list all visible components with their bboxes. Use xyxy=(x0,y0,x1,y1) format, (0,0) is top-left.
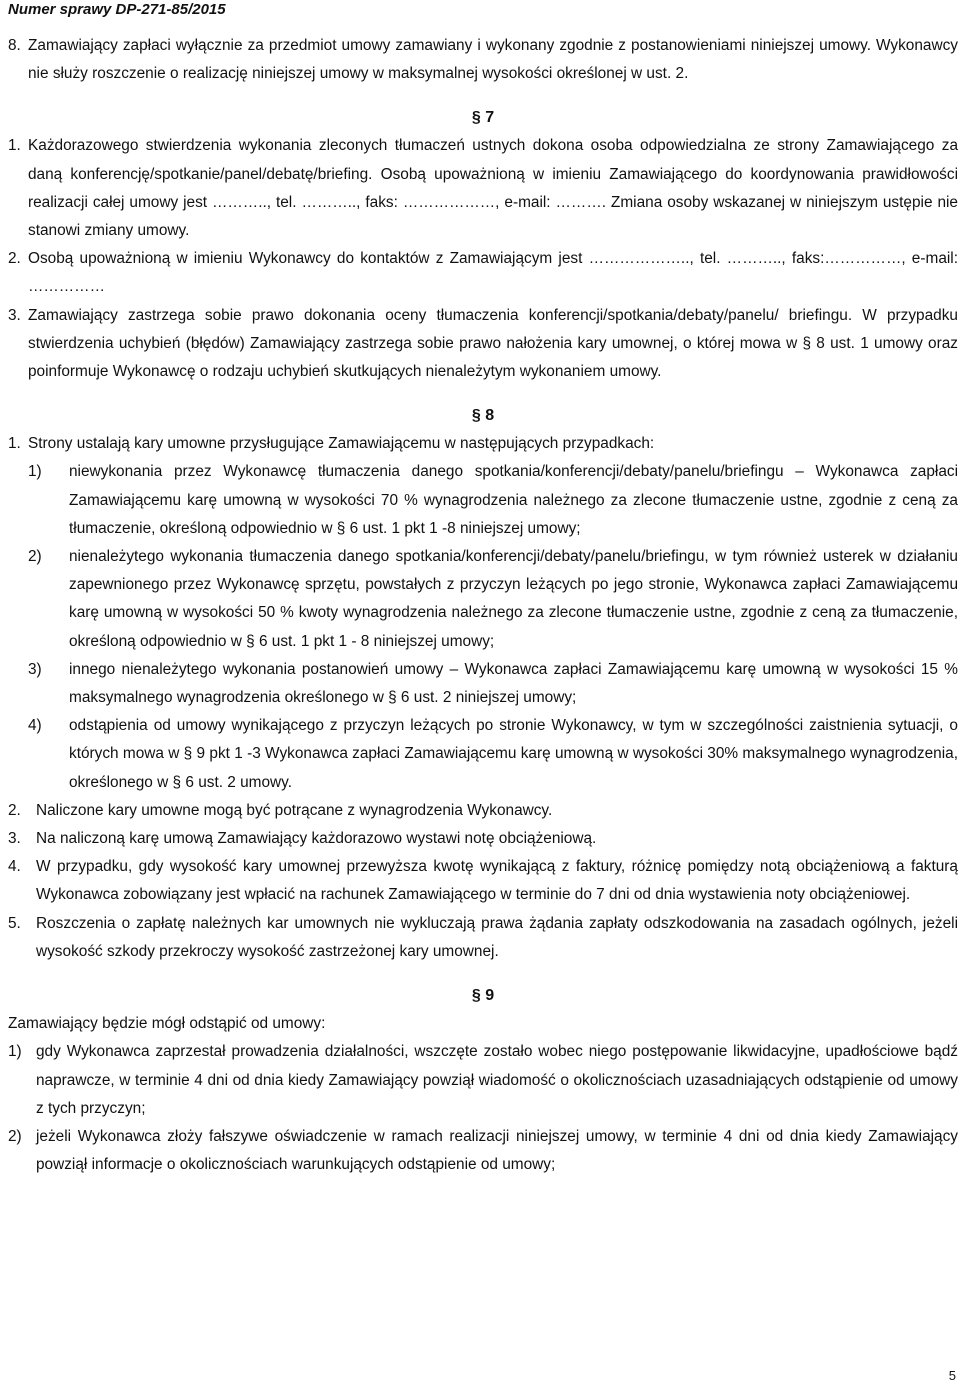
section-9-intro: Zamawiający będzie mógł odstąpić od umowy: xyxy=(8,1015,326,1033)
list-item-number: 3) xyxy=(28,660,42,678)
paragraph-text: W przypadku, gdy wysokość kary umownej przewyższa kwotę wynikającą z faktury, różnicę pomiędzy notą obciążeniową a fakturą Wykonawca zobowiązany jest wpłacić na rachunek Zamawiającego w terminie do 7 dni od dnia wystawienia noty obciążeniowej. xyxy=(36,858,958,904)
paragraph-text: Strony ustalają kary umowne przysługujące Zamawiającemu w następujących przypadkach: xyxy=(28,435,655,453)
section-8-title: § 8 xyxy=(471,407,495,425)
paragraph-number: 3. xyxy=(8,306,21,324)
paragraph-number: 1. xyxy=(8,435,21,453)
list-item-text: nienależytego wykonania tłumaczenia danego spotkania/konferencji/debaty/panelu/briefingu, w tym również usterek w działaniu zapewnionego przez Wykonawcę sprzętu, powstałych z przyczyn leżących po jego stronie, Wykonawca zapłaci Zamawiającemu karę umowną w wysokości 50 % kwoty wynagrodzenia należnego za zlecone tłumaczenie ustne, zgodnie z ceną za tłumaczenie, określoną odpowiednio w § 6 ust. 1 pkt 1 - 8 niniejszej umowy; xyxy=(69,548,958,650)
list-item-number: 2) xyxy=(28,548,42,566)
paragraph-number: 8. xyxy=(8,37,21,54)
paragraph-7-3 xyxy=(8,302,958,387)
list-item-9-2 xyxy=(8,1123,958,1179)
paragraph-8-2 xyxy=(8,797,958,825)
list-item-text: innego nienależytego wykonania postanowień umowy – Wykonawca zapłaci Zamawiającemu karę umowną w wysokości 15 % maksymalnego wynagrodzenia określonego w § 6 ust. 2 niniejszej umowy; xyxy=(69,660,958,707)
list-item-number: 2) xyxy=(8,1127,22,1145)
paragraph-text: Na naliczoną karę umową Zamawiający każdorazowo wystawi notę obciążeniową. xyxy=(36,830,597,848)
paragraph-number: 1. xyxy=(8,137,21,155)
section-7-title: § 7 xyxy=(471,109,495,127)
list-item-8-1-2 xyxy=(8,543,958,656)
list-item-text: gdy Wykonawca zaprzestał prowadzenia działalności, wszczęte zostało wobec niego postępowanie likwidacyjne, upadłościowe bądź naprawcze, w terminie 4 dni od dnia kiedy Zamawiający powziął wiadomość o okolicznościach uzasadniających odstąpienie od umowy z tych przyczyn; xyxy=(36,1043,958,1117)
paragraph-number: 3. xyxy=(8,830,21,848)
paragraph-8-3 xyxy=(8,825,958,853)
paragraph-number: 4. xyxy=(8,858,21,876)
paragraph-8-5 xyxy=(8,910,958,966)
paragraph-number: 5. xyxy=(8,914,21,932)
list-item-text: niewykonania przez Wykonawcę tłumaczenia danego spotkania/konferencji/debaty/panelu/briefingu – Wykonawca zapłaci Zamawiającemu karę umowną w wysokości 70 % wynagrodzenia należnego za zlecone tłumaczenie ustne, zgodnie z ceną za tłumaczenie, określoną odpowiednio w § 6 ust. 1 pkt 1 -8 niniejszej umowy; xyxy=(69,463,958,537)
document-number: Numer sprawy DP-271-85/2015 xyxy=(8,1,226,18)
paragraph-7-1 xyxy=(8,132,958,245)
paragraph-text: Naliczone kary umowne mogą być potrącane z wynagrodzenia Wykonawcy. xyxy=(36,801,553,819)
list-item-number: 1) xyxy=(8,1043,22,1061)
list-item-8-1-1 xyxy=(8,458,958,543)
list-item-9-1 xyxy=(8,1038,958,1123)
list-item-text: odstąpienia od umowy wynikającego z przyczyn leżących po stronie Wykonawcy, w tym w szczególności zaistnienia sytuacji, o których mowa w § 9 pkt 1 -3 Wykonawca zapłaci Zamawiającemu karę umowną w wysokości 30% maksymalnego wynagrodzenia, określonego w § 6 ust. 2 umowy. xyxy=(69,717,958,791)
list-item-text: jeżeli Wykonawca złoży fałszywe oświadczenie w ramach realizacji niniejszej umowy, w terminie 4 dni od dnia kiedy Zamawiający powziął informacje o okolicznościach warunkujących odstąpienie od umowy; xyxy=(36,1127,958,1174)
paragraph-text: Zamawiający zapłaci wyłącznie za przedmiot umowy zamawiany i wykonany zgodnie z postanowieniami niniejszej umowy. Wykonawcy nie służy roszczenie o realizację niniejszej umowy w maksymalnej wysokości określonej w ust. 2. xyxy=(28,37,958,83)
list-item-8-1-3 xyxy=(8,656,958,712)
document-body xyxy=(8,32,958,1179)
paragraph-text: Zamawiający zastrzega sobie prawo dokonania oceny tłumaczenia konferencji/spotkania/debaty/panelu/ briefingu. W przypadku stwierdzenia uchybień (błędów) Zamawiający zastrzega sobie prawo nałożenia kary umownej, o której mowa w § 8 ust. 1 umowy oraz poinformuje Wykonawcę o rodzaju uchybień skutkujących nienależytym wykonaniem umowy. xyxy=(28,306,958,381)
page-number: 5 xyxy=(948,1368,956,1383)
paragraph-8-4 xyxy=(8,853,958,909)
paragraph-6-8 xyxy=(8,32,958,88)
paragraph-text: Osobą upoważnioną w imieniu Wykonawcy do kontaktów z Zamawiającym jest ……………….., tel. ……….., faks:……………, e-mail: …………… xyxy=(28,250,958,296)
list-item-number: 1) xyxy=(28,463,42,481)
list-item-8-1-4 xyxy=(8,712,958,797)
paragraph-number: 2. xyxy=(8,250,21,268)
paragraph-number: 2. xyxy=(8,801,21,819)
list-item-number: 4) xyxy=(28,717,42,735)
section-9-title: § 9 xyxy=(471,987,495,1005)
paragraph-text: Roszczenia o zapłatę należnych kar umownych nie wykluczają prawa żądania zapłaty odszkodowania na zasadach ogólnych, jeżeli wysokość szkody przekroczy wysokość zastrzeżonej kary umownej. xyxy=(36,914,958,960)
paragraph-7-2 xyxy=(8,245,958,301)
paragraph-8-1 xyxy=(8,430,958,458)
paragraph-text: Każdorazowego stwierdzenia wykonania zleconych tłumaczeń ustnych dokona osoba odpowiedzialna ze strony Zamawiającego za daną konferencję/spotkanie/panel/debatę/briefing. Osobą upoważnioną w imieniu Zamawiającego do koordynowania prawidłowości realizacji całej umowy jest ……….., tel. ……….., faks: ………………, e-mail: ………. Zmiana osoby wskazanej w niniejszym ustępie nie stanowi zmiany umowy. xyxy=(28,137,958,240)
